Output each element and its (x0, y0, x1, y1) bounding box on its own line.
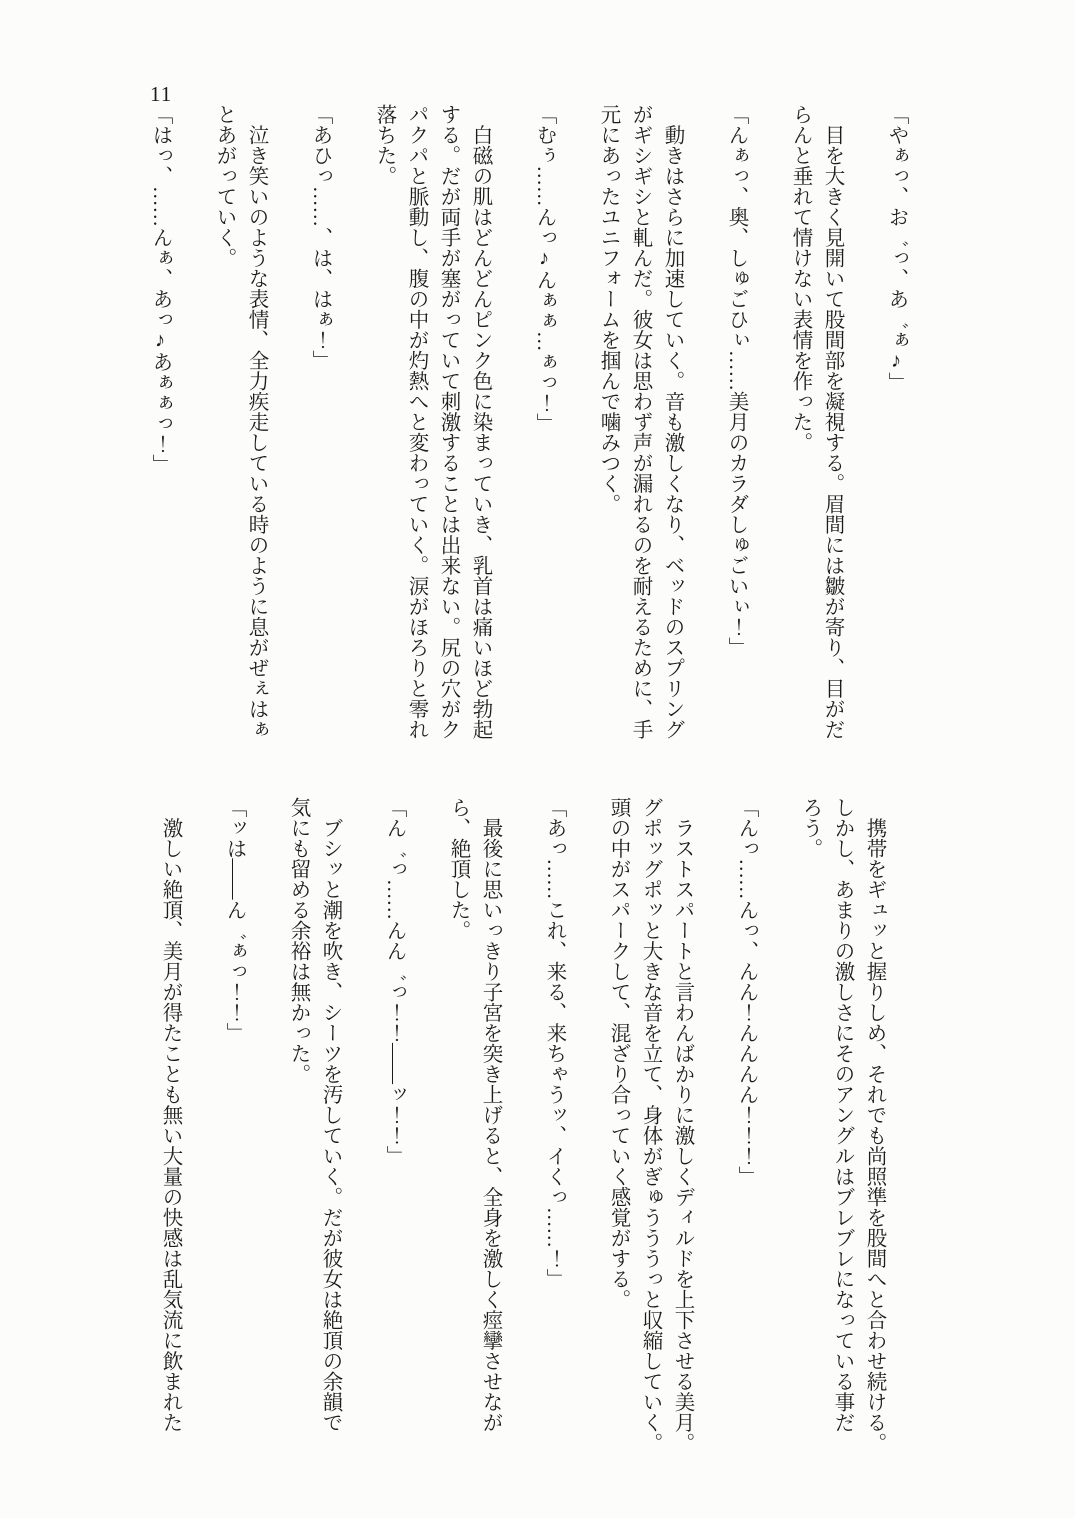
text-line: らんと垂れて情けない表情を作った。 (789, 104, 811, 453)
text-line: する。だが両手が塞がっていて刺激することは出来ない。尻の穴がク (437, 104, 459, 740)
text-line: 激しい絶頂、美月が得たことも無い大量の快感は乱気流に飲まれた (159, 797, 181, 1433)
text-line: 「んっ……んっ、んん！んんんん！！！」 (735, 797, 757, 1187)
dialogue-paragraph (880, 104, 912, 776)
text-line: ろう。 (799, 797, 821, 859)
text-line: パクパと脈動し、腹の中が灼熱へと変わっていく。涙がほろりと零れ (405, 104, 427, 740)
text-line: 「やぁっ、お゛っ、あ゛ぁ♪」 (885, 104, 907, 393)
text-line: 「はっ、……んぁ、あっ♪あぁぁっ！」 (149, 104, 171, 475)
text-line: ラストスパートと言わんばかりに激しくディルドを上下させる美月。 (671, 797, 693, 1453)
text-line: 目を大きく見開いて股間部を凝視する。眉間には皺が寄り、目がだ (821, 104, 843, 740)
text-line: 頭の中がスパークして、混ざり合っていく感覚がする。 (607, 797, 629, 1310)
narration-paragraph (592, 104, 688, 776)
text-line: 動きはさらに加速していく。音も激しくなり、ベッドのスプリング (661, 104, 683, 740)
text-line: 落ちた。 (373, 104, 395, 186)
text-line: ブシッと潮を吹き、シーツを汚していく。だが彼女は絶頂の余韻で (319, 797, 341, 1433)
text-line: 「あひっ……、は、はぁ！」 (309, 104, 331, 371)
dialogue-paragraph (218, 797, 250, 1469)
text-line: 最後に思いっきり子宮を突き上げると、全身を激しく痙攣させなが (479, 797, 501, 1433)
text-line: 携帯をギュッと握りしめ、それでも尚照準を股間へと合わせ続ける。 (863, 797, 885, 1453)
narration-paragraph (794, 797, 890, 1469)
text-line: 「ん゛っ……んん゛っ！！――ッ！！」 (383, 797, 405, 1166)
narration-paragraph (784, 104, 848, 776)
text-line: 「むぅ……んっ♪んぁぁ…ぁっ！」 (533, 104, 555, 434)
text-line: 「あっ……これ、来る、来ちゃうッ、イくっ……！」 (543, 797, 565, 1289)
text-line: がギシギシと軋んだ。彼女は思わず声が漏れるのを耐えるために、手 (629, 104, 651, 740)
narration-paragraph (282, 797, 346, 1469)
dialogue-paragraph (720, 104, 752, 776)
narration-paragraph (208, 104, 272, 776)
page-number: 11 (150, 82, 173, 106)
dialogue-paragraph (730, 797, 762, 1469)
narration-paragraph (154, 797, 186, 1469)
narration-paragraph (602, 797, 698, 1469)
text-line: 「ッは――ん゛ぁっ！！」 (223, 797, 245, 1043)
text-line: グポッグポッと大きな音を立て、身体がぎゅうううっと収縮していく。 (639, 797, 661, 1453)
text-line: 白磁の肌はどんどんピンク色に染まっていき、乳首は痛いほど勃起 (469, 104, 491, 740)
text-block-bottom (154, 797, 890, 1469)
text-block-top (144, 104, 912, 776)
dialogue-paragraph (378, 797, 410, 1469)
dialogue-paragraph (528, 104, 560, 776)
dialogue-paragraph (144, 104, 176, 776)
text-line: 泣き笑いのような表情、全力疾走している時のように息がぜぇはぁ (245, 104, 267, 740)
narration-paragraph (442, 797, 506, 1469)
text-line: ら、絶頂した。 (447, 797, 469, 941)
dialogue-paragraph (538, 797, 570, 1469)
text-line: しかし、あまりの激しさにそのアングルはブレブレになっている事だ (831, 797, 853, 1433)
dialogue-paragraph (304, 104, 336, 776)
text-line: 気にも留める余裕は無かった。 (287, 797, 309, 1084)
text-line: とあがっていく。 (213, 104, 235, 268)
text-line: 元にあったユニフォームを掴んで噛みつく。 (597, 104, 619, 514)
narration-paragraph (368, 104, 496, 776)
text-line: 「んぁっ、奥、しゅごひぃ……美月のカラダしゅごいぃ！」 (725, 104, 747, 658)
